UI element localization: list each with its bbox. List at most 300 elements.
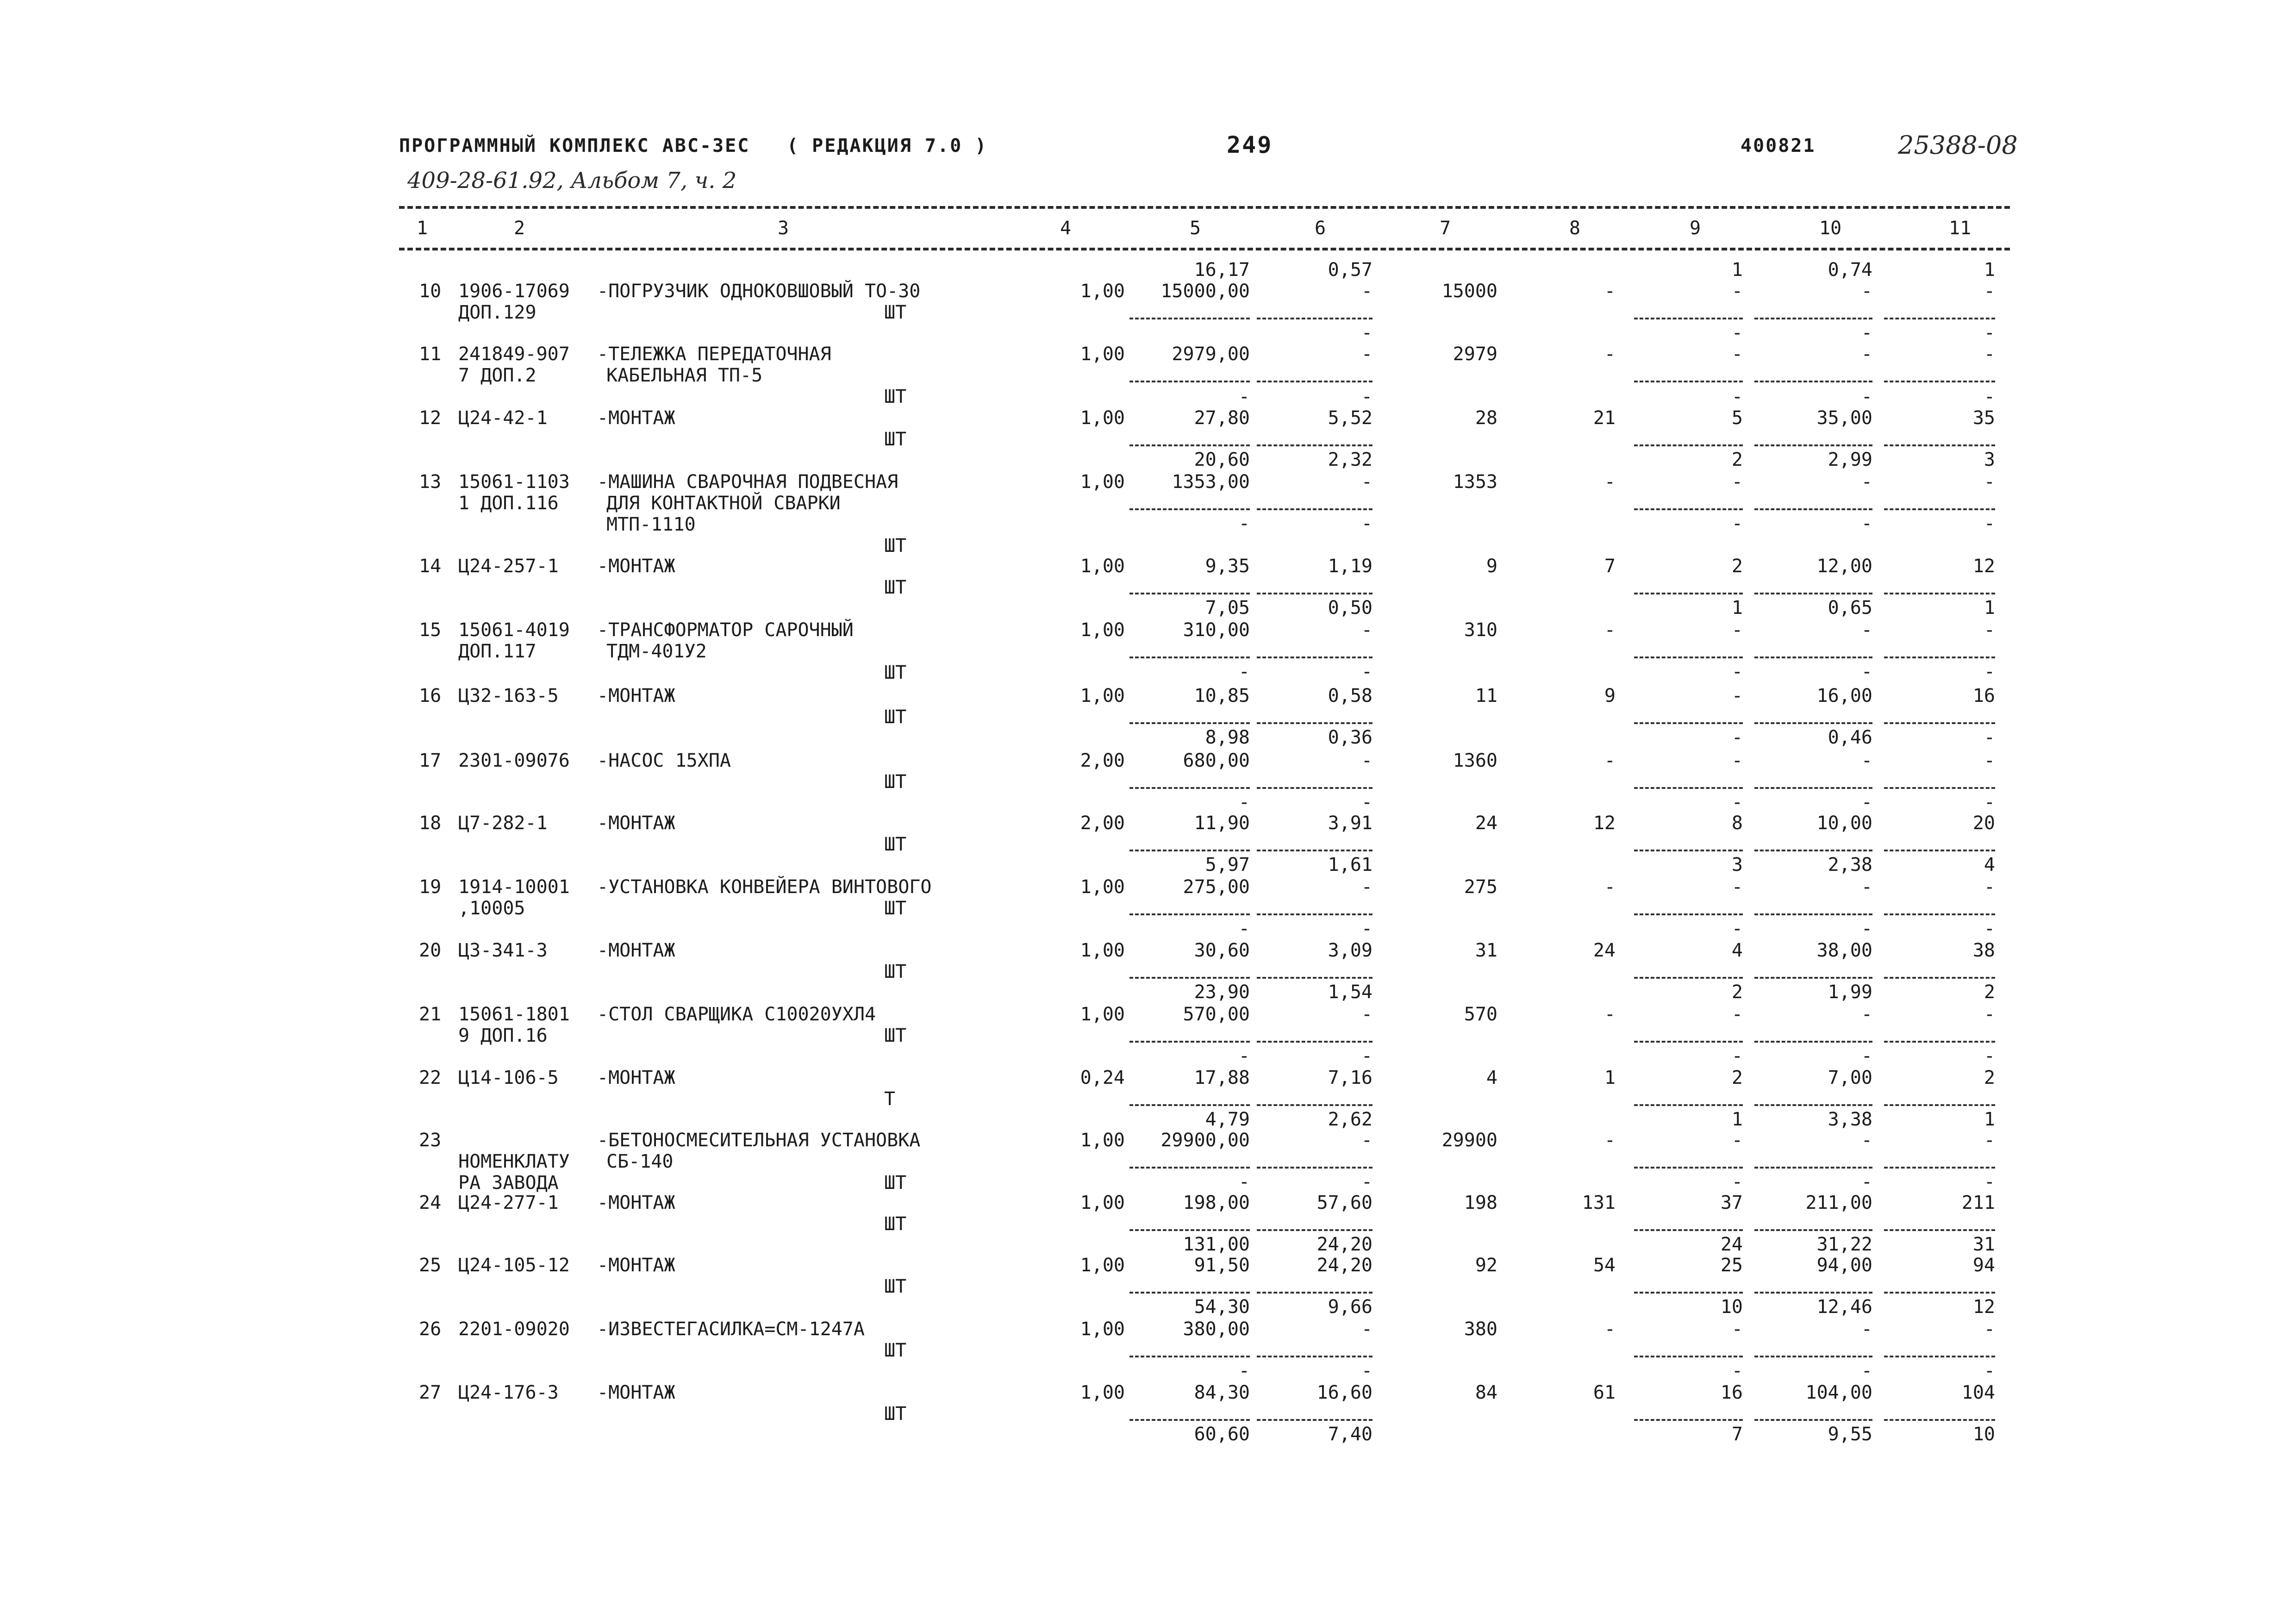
lower-value-c11: 1	[1984, 597, 1995, 619]
lower-value-c9: -	[1731, 1045, 1743, 1067]
value-c6: -	[1361, 876, 1373, 898]
value-c9: 37	[1720, 1192, 1743, 1213]
unit-of-measure: ШТ	[884, 1025, 907, 1046]
cell-underline	[1884, 508, 1995, 510]
cell-underline	[1754, 1356, 1872, 1357]
cell-underline	[1129, 850, 1250, 851]
quantity: 1,00	[1080, 876, 1125, 898]
value-c10: 10,00	[1816, 813, 1872, 834]
edition-label: ( РЕДАКЦИЯ 7.0 )	[787, 135, 988, 156]
lower-value-c11: 12	[1972, 1296, 1995, 1318]
cell-underline	[1257, 1419, 1373, 1421]
lower-value-c10: -	[1861, 792, 1872, 813]
cell-underline	[1884, 1229, 1995, 1231]
unit-of-measure: ШТ	[884, 1276, 907, 1297]
column-header-7: 7	[1440, 218, 1451, 239]
upper-value-c9: -	[1731, 386, 1743, 407]
cell-underline	[1634, 913, 1743, 915]
cell-underline	[1754, 508, 1872, 510]
cell-underline	[1257, 593, 1373, 594]
cell-underline	[1257, 722, 1373, 724]
cell-underline	[1129, 1229, 1250, 1231]
resource-code-line2: 9 ДОП.16	[458, 1025, 548, 1046]
value-c6: -	[1361, 750, 1373, 771]
lower-value-c6: 1,54	[1328, 982, 1373, 1003]
cell-underline	[1129, 1356, 1250, 1357]
resource-code: 15061-1801	[458, 1004, 570, 1025]
cell-underline	[1634, 593, 1743, 594]
cell-underline	[1129, 913, 1250, 915]
value-c8: -	[1604, 876, 1616, 898]
value-c8: 1	[1604, 1067, 1616, 1088]
lower-value-c5: -	[1238, 661, 1250, 682]
unit-of-measure: ШТ	[884, 386, 907, 407]
item-name: -НАСОС 15ХПА	[597, 750, 731, 771]
item-name-line2: КАБЕЛЬНАЯ ТП-5	[606, 365, 763, 386]
quantity: 1,00	[1080, 344, 1125, 365]
unit-of-measure: ШТ	[884, 706, 907, 728]
value-c10: -	[1861, 281, 1872, 302]
lower-value-c10: 31,22	[1816, 1234, 1872, 1255]
row-number: 17	[419, 750, 442, 771]
resource-code: 241849-907	[458, 344, 570, 365]
row-number: 13	[419, 471, 442, 493]
lower-value-c6: 9,66	[1328, 1296, 1373, 1318]
value-c10: -	[1861, 1130, 1872, 1151]
lower-value-c11: 4	[1984, 854, 1995, 875]
resource-code: Ц14-106-5	[458, 1067, 559, 1088]
value-c7: 84	[1475, 1382, 1497, 1403]
lower-value-c5: -	[1238, 1171, 1250, 1193]
value-c9: -	[1731, 471, 1743, 493]
lower-value-c11: -	[1984, 661, 1995, 682]
quantity: 1,00	[1080, 281, 1125, 302]
lower-value-c6: 1,61	[1328, 854, 1373, 875]
value-c11: -	[1984, 1130, 1995, 1151]
upper-value-c11: -	[1984, 322, 1995, 344]
lower-value-c9: -	[1731, 792, 1743, 813]
cell-underline	[1257, 787, 1373, 789]
lower-value-c9: -	[1731, 1171, 1743, 1193]
value-c7: 1360	[1453, 750, 1497, 771]
value-c10: 35,00	[1816, 407, 1872, 429]
lower-value-c11: -	[1984, 1360, 1995, 1382]
value-c8: -	[1604, 1004, 1616, 1025]
value-c8: -	[1604, 1130, 1616, 1151]
lower-value-c6: 0,50	[1328, 597, 1373, 619]
item-name-line2: ТДМ-401У2	[606, 641, 707, 662]
cell-underline	[1884, 1419, 1995, 1421]
cell-underline	[1129, 381, 1250, 382]
value-c10: -	[1861, 1004, 1872, 1025]
cell-underline	[1884, 656, 1995, 658]
row-number: 22	[419, 1067, 442, 1088]
cell-underline	[1884, 1104, 1995, 1106]
quantity: 1,00	[1080, 1255, 1125, 1276]
lower-value-c5: 54,30	[1194, 1296, 1250, 1318]
value-c7: 9	[1486, 556, 1497, 577]
lower-value-c9: 24	[1720, 1234, 1743, 1255]
upper-value-c11: -	[1984, 386, 1995, 407]
column-header-3: 3	[778, 218, 789, 239]
lower-value-c5: -	[1238, 1045, 1250, 1067]
value-c6: -	[1361, 1004, 1373, 1025]
quantity: 1,00	[1080, 407, 1125, 429]
column-header-8: 8	[1569, 218, 1581, 239]
lower-value-c5: 131,00	[1183, 1234, 1250, 1255]
row-number: 27	[419, 1382, 442, 1403]
column-header-5: 5	[1190, 218, 1201, 239]
value-c9: -	[1731, 344, 1743, 365]
value-c11: 38	[1972, 940, 1995, 961]
unit-of-measure: ШТ	[884, 577, 907, 598]
program-title: ПРОГРАММНЫЙ КОМПЛЕКС АВС-3ЕС	[399, 135, 750, 156]
lower-value-c5: -	[1238, 1360, 1250, 1382]
value-c11: 211	[1961, 1192, 1995, 1213]
value-c10: 211,00	[1805, 1192, 1872, 1213]
row-number: 14	[419, 556, 442, 577]
cell-underline	[1754, 913, 1872, 915]
value-c7: 24	[1475, 813, 1497, 834]
lower-value-c10: 3,38	[1828, 1109, 1872, 1130]
column-header-2: 2	[514, 218, 525, 239]
lower-value-c5: -	[1238, 792, 1250, 813]
value-c11: -	[1984, 471, 1995, 493]
value-c5: 29900,00	[1160, 1130, 1250, 1151]
value-c6: 24,20	[1316, 1255, 1373, 1276]
row-number: 12	[419, 407, 442, 429]
cell-underline	[1884, 1167, 1995, 1169]
cell-underline	[1884, 381, 1995, 382]
value-c11: -	[1984, 876, 1995, 898]
cell-underline	[1754, 381, 1872, 382]
quantity: 2,00	[1080, 750, 1125, 771]
quantity: 1,00	[1080, 556, 1125, 577]
item-name: -МОНТАЖ	[597, 1255, 675, 1276]
lower-value-c11: 10	[1972, 1424, 1995, 1445]
value-c11: -	[1984, 281, 1995, 302]
lower-value-c6: -	[1361, 1171, 1373, 1193]
upper-value-c9: 1	[1731, 259, 1743, 281]
lower-value-c6: 0,36	[1328, 727, 1373, 748]
value-c10: 12,00	[1816, 556, 1872, 577]
value-c9: 25	[1720, 1255, 1743, 1276]
value-c11: 104	[1961, 1382, 1995, 1403]
column-header-10: 10	[1819, 218, 1842, 239]
document-code: 400821	[1741, 135, 1816, 156]
value-c9: -	[1731, 876, 1743, 898]
column-header-4: 4	[1060, 218, 1072, 239]
quantity: 1,00	[1080, 471, 1125, 493]
cell-underline	[1634, 1167, 1743, 1169]
cell-underline	[1884, 977, 1995, 979]
value-c8: 61	[1593, 1382, 1616, 1403]
resource-code-line2: ,10005	[458, 898, 525, 919]
item-name: -ТЕЛЕЖКА ПЕРЕДАТОЧНАЯ	[597, 344, 831, 365]
value-c5: 30,60	[1194, 940, 1250, 961]
value-c5: 84,30	[1194, 1382, 1250, 1403]
lower-value-c9: -	[1731, 918, 1743, 939]
unit-of-measure: ШТ	[884, 1403, 907, 1425]
cell-underline	[1634, 787, 1743, 789]
lower-value-c9: -	[1731, 727, 1743, 748]
cell-underline	[1754, 850, 1872, 851]
resource-code-line2: ДОП.117	[458, 641, 537, 662]
upper-value-c6: -	[1361, 386, 1373, 407]
value-c11: 2	[1984, 1067, 1995, 1088]
value-c7: 570	[1464, 1004, 1497, 1025]
cell-underline	[1129, 1167, 1250, 1169]
value-c9: -	[1731, 1319, 1743, 1340]
value-c6: 1,19	[1328, 556, 1373, 577]
quantity: 1,00	[1080, 1130, 1125, 1151]
cell-underline	[1634, 318, 1743, 319]
item-name: -БЕТОНОСМЕСИТЕЛЬНАЯ УСТАНОВКА	[597, 1130, 921, 1151]
resource-code-line3: РА ЗАВОДА	[458, 1172, 559, 1194]
lower-value-c10: -	[1861, 661, 1872, 682]
cell-underline	[1257, 381, 1373, 382]
cell-underline	[1129, 656, 1250, 658]
value-c5: 275,00	[1183, 876, 1250, 898]
row-number: 10	[419, 281, 442, 302]
cell-underline	[1257, 977, 1373, 979]
lower-value-c6: -	[1361, 918, 1373, 939]
value-c6: 3,09	[1328, 940, 1373, 961]
lower-value-c11: -	[1984, 1171, 1995, 1193]
value-c5: 15000,00	[1160, 281, 1250, 302]
unit-of-measure: ШТ	[884, 898, 907, 919]
cell-underline	[1634, 381, 1743, 382]
upper-value-c11: 1	[1984, 259, 1995, 281]
lower-value-c5: 60,60	[1194, 1424, 1250, 1445]
cell-underline	[1129, 508, 1250, 510]
unit-of-measure: ШТ	[884, 535, 907, 556]
cell-underline	[1754, 1292, 1872, 1294]
item-name: -МОНТАЖ	[597, 1192, 675, 1213]
cell-underline	[1129, 593, 1250, 594]
value-c8: -	[1604, 750, 1616, 771]
value-c8: -	[1604, 619, 1616, 641]
lower-value-c6: 2,62	[1328, 1109, 1373, 1130]
value-c10: -	[1861, 471, 1872, 493]
lower-value-c5: 4,79	[1205, 1109, 1250, 1130]
quantity: 1,00	[1080, 940, 1125, 961]
unit-of-measure: Т	[884, 1088, 896, 1110]
upper-value-c6: -	[1361, 322, 1373, 344]
cell-underline	[1634, 1419, 1743, 1421]
value-c6: -	[1361, 1130, 1373, 1151]
lower-value-c9: 1	[1731, 597, 1743, 619]
value-c5: 198,00	[1183, 1192, 1250, 1213]
value-c10: -	[1861, 344, 1872, 365]
unit-of-measure: ШТ	[884, 1213, 907, 1235]
cell-underline	[1884, 913, 1995, 915]
value-c8: 9	[1604, 685, 1616, 706]
value-c7: 2979	[1453, 344, 1497, 365]
value-c8: -	[1604, 1319, 1616, 1340]
column-header-11: 11	[1949, 218, 1972, 239]
cell-underline	[1257, 656, 1373, 658]
resource-code: Ц24-257-1	[458, 556, 559, 577]
lower-value-c11: 31	[1972, 1234, 1995, 1255]
cell-underline	[1129, 722, 1250, 724]
value-c9: -	[1731, 750, 1743, 771]
lower-value-c9: 10	[1720, 1296, 1743, 1318]
value-c11: -	[1984, 344, 1995, 365]
value-c5: 680,00	[1183, 750, 1250, 771]
value-c11: -	[1984, 1004, 1995, 1025]
cell-underline	[1129, 318, 1250, 319]
cell-underline	[1257, 444, 1373, 446]
value-c10: 94,00	[1816, 1255, 1872, 1276]
value-c10: -	[1861, 1319, 1872, 1340]
cell-underline	[1634, 656, 1743, 658]
cell-underline	[1884, 787, 1995, 789]
quantity: 1,00	[1080, 619, 1125, 641]
lower-value-c6: -	[1361, 513, 1373, 534]
value-c8: -	[1604, 471, 1616, 493]
item-name: -МОНТАЖ	[597, 1382, 675, 1403]
value-c11: 16	[1972, 685, 1995, 706]
value-c5: 2979,00	[1172, 344, 1250, 365]
resource-code: 2301-09076	[458, 750, 570, 771]
lower-value-c10: 0,46	[1828, 727, 1872, 748]
value-c11: 94	[1972, 1255, 1995, 1276]
item-name: -ИЗВЕСТЕГАСИЛКА=СМ-1247А	[597, 1319, 865, 1340]
cell-underline	[1257, 508, 1373, 510]
unit-of-measure: ШТ	[884, 1172, 907, 1194]
value-c5: 1353,00	[1172, 471, 1250, 493]
lower-value-c10: 9,55	[1828, 1424, 1872, 1445]
item-name: -СТОЛ СВАРЩИКА С10020УХЛ4	[597, 1004, 876, 1025]
value-c8: -	[1604, 281, 1616, 302]
lower-value-c6: -	[1361, 1360, 1373, 1382]
lower-value-c11: -	[1984, 727, 1995, 748]
value-c6: -	[1361, 471, 1373, 493]
cell-underline	[1754, 787, 1872, 789]
column-header-9: 9	[1690, 218, 1701, 239]
resource-code: Ц24-176-3	[458, 1382, 559, 1403]
cell-underline	[1754, 1167, 1872, 1169]
value-c10: -	[1861, 876, 1872, 898]
value-c5: 91,50	[1194, 1255, 1250, 1276]
value-c7: 28	[1475, 407, 1497, 429]
value-c6: 3,91	[1328, 813, 1373, 834]
value-c6: 57,60	[1316, 1192, 1373, 1213]
cell-underline	[1754, 1419, 1872, 1421]
cell-underline	[1634, 444, 1743, 446]
item-name: -УСТАНОВКА КОНВЕЙЕРА ВИНТОВОГО	[597, 876, 932, 898]
cell-underline	[1754, 1229, 1872, 1231]
quantity: 1,00	[1080, 1319, 1125, 1340]
quantity: 0,24	[1080, 1067, 1125, 1088]
value-c11: 35	[1972, 407, 1995, 429]
row-number: 18	[419, 813, 442, 834]
cell-underline	[1257, 913, 1373, 915]
resource-code: 1906-17069	[458, 281, 570, 302]
unit-of-measure: ШТ	[884, 662, 907, 683]
cell-underline	[1754, 444, 1872, 446]
resource-code: Ц32-163-5	[458, 685, 559, 706]
column-header-6: 6	[1315, 218, 1326, 239]
lower-value-c10: 1,99	[1828, 982, 1872, 1003]
lower-value-c5: -	[1238, 513, 1250, 534]
value-c6: -	[1361, 344, 1373, 365]
cell-underline	[1754, 593, 1872, 594]
resource-code: 1914-10001	[458, 876, 570, 898]
value-c7: 198	[1464, 1192, 1497, 1213]
value-c8: -	[1604, 344, 1616, 365]
header-rule-bottom	[399, 248, 2010, 250]
cell-underline	[1129, 977, 1250, 979]
album-reference: 409-28-61.92, Альбом 7, ч. 2	[407, 168, 737, 194]
upper-value-c10: -	[1861, 386, 1872, 407]
lower-value-c11: -	[1984, 918, 1995, 939]
cell-underline	[1129, 1292, 1250, 1294]
value-c9: -	[1731, 1004, 1743, 1025]
value-c5: 27,80	[1194, 407, 1250, 429]
value-c6: 7,16	[1328, 1067, 1373, 1088]
lower-value-c6: 24,20	[1316, 1234, 1373, 1255]
item-name: -ПОГРУЗЧИК ОДНОКОВШОВЫЙ ТО-30	[597, 281, 921, 302]
unit-of-measure: ШТ	[884, 1340, 907, 1361]
value-c8: 24	[1593, 940, 1616, 961]
cell-underline	[1257, 1041, 1373, 1043]
lower-value-c5: 7,05	[1205, 597, 1250, 619]
resource-code-line2: 7 ДОП.2	[458, 365, 537, 386]
row-number: 19	[419, 876, 442, 898]
resource-code: 15061-4019	[458, 619, 570, 641]
value-c9: 2	[1731, 1067, 1743, 1088]
lower-value-c5: 5,97	[1205, 854, 1250, 875]
quantity: 1,00	[1080, 1192, 1125, 1213]
lower-value-c9: 2	[1731, 449, 1743, 470]
resource-code: Ц24-42-1	[458, 407, 548, 429]
lower-value-c10: 2,38	[1828, 854, 1872, 875]
value-c8: 7	[1604, 556, 1616, 577]
resource-code: Ц3-341-3	[458, 940, 548, 961]
lower-value-c11: -	[1984, 792, 1995, 813]
row-number: 26	[419, 1319, 442, 1340]
value-c6: -	[1361, 1319, 1373, 1340]
item-name: -МАШИНА СВАРОЧНАЯ ПОДВЕСНАЯ	[597, 471, 898, 493]
lower-value-c6: 2,32	[1328, 449, 1373, 470]
value-c6: 16,60	[1316, 1382, 1373, 1403]
cell-underline	[1884, 318, 1995, 319]
upper-value-c9: -	[1731, 322, 1743, 344]
cell-underline	[1754, 1041, 1872, 1043]
row-number: 25	[419, 1255, 442, 1276]
value-c10: 16,00	[1816, 685, 1872, 706]
cell-underline	[1129, 444, 1250, 446]
cell-underline	[1754, 656, 1872, 658]
cell-underline	[1634, 977, 1743, 979]
lower-value-c9: -	[1731, 513, 1743, 534]
cell-underline	[1634, 722, 1743, 724]
cell-underline	[1754, 977, 1872, 979]
upper-value-c6: 0,57	[1328, 259, 1373, 281]
cell-underline	[1884, 444, 1995, 446]
resource-code: Ц24-105-12	[458, 1255, 570, 1276]
lower-value-c11: 3	[1984, 449, 1995, 470]
row-number: 24	[419, 1192, 442, 1213]
cell-underline	[1634, 1041, 1743, 1043]
cell-underline	[1884, 593, 1995, 594]
cell-underline	[1634, 850, 1743, 851]
cell-underline	[1634, 1356, 1743, 1357]
resource-code: Ц7-282-1	[458, 813, 548, 834]
cell-underline	[1257, 1167, 1373, 1169]
